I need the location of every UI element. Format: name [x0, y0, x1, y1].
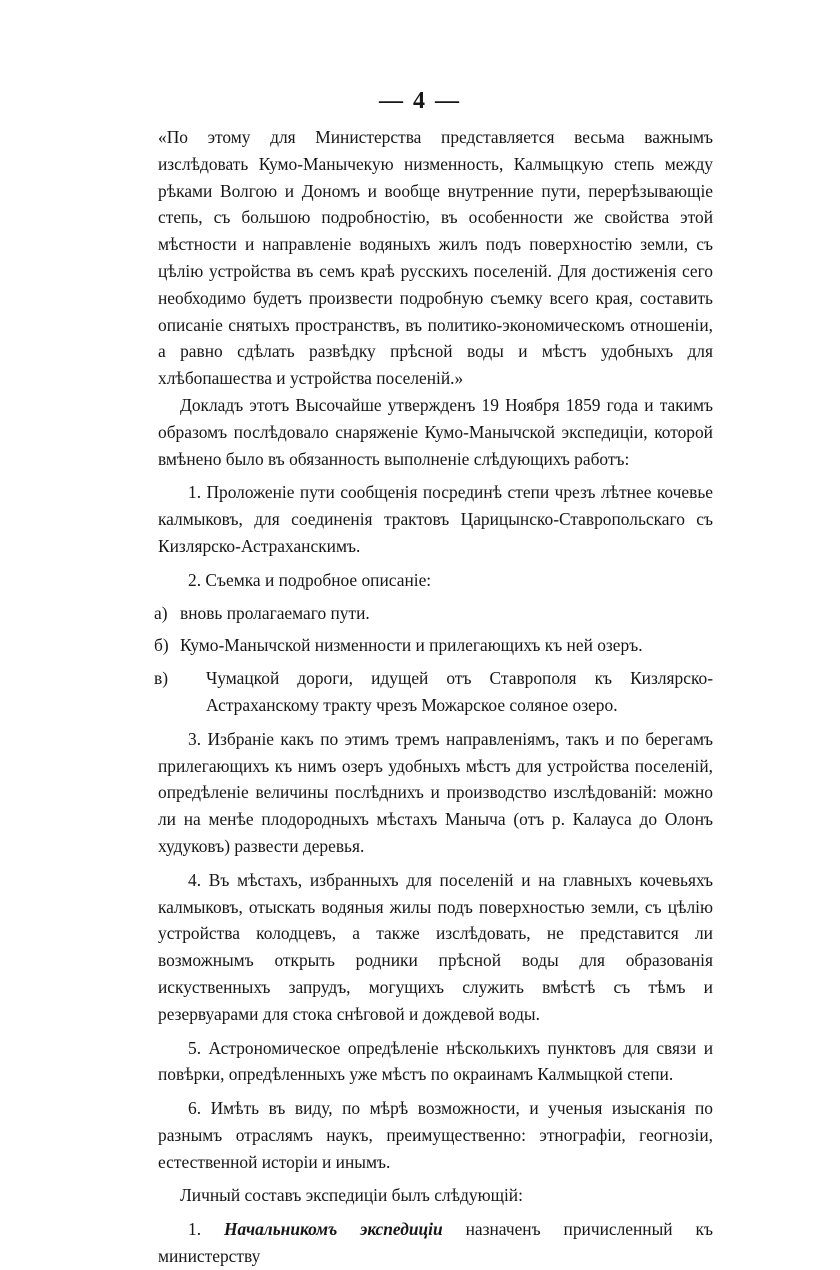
- staff-item-1-text: назначенъ причисленный къ министерству: [158, 1219, 713, 1267]
- list-item-3: 3. Избраніе какъ по этимъ тремъ направленіямъ, такъ и по берегамъ прилегающихъ къ нимъ озеръ удобныхъ мѣстъ для устройства поселеній, опредѣленіе величины послѣднихъ и производство изслѣдованій: можно ли на менѣе плодородныхъ мѣстахъ Маныча (отъ р. Калауса до Олонъ худуковъ) развести деревья.: [158, 728, 713, 856]
- sub-item-a-letter: а): [154, 602, 168, 623]
- list-item-1: 1. Проложеніе пути сообщенія посрединѣ степи чрезъ лѣтнее кочевье калмыковъ, для соединенія трактовъ Царицынско-Ставропольскаго съ Кизлярско-Астраханскимъ.: [158, 482, 713, 556]
- staff-item-1: [158, 1216, 713, 1270]
- staff-item-1-number: 1.: [188, 1219, 202, 1240]
- list-item-5: 5. Астрономическое опредѣленіе нѣсколькихъ пунктовъ для связи и повѣрки, опредѣленныхъ уже мѣстъ по окраинамъ Калмыцкой степи.: [158, 1037, 713, 1085]
- paragraph-report: Докладъ этотъ Высочайше утвержденъ 19 Ноября 1859 года и такимъ образомъ послѣдовало снаряженіе Кумо-Манычской экспедиціи, которой вмѣнено было въ обязанность выполненіе слѣдующихъ работъ:: [158, 394, 713, 469]
- sub-item-c: [154, 665, 713, 719]
- sub-item-b-letter: б): [154, 635, 169, 656]
- sub-item-a-text: вновь пролагаемаго пути.: [180, 602, 370, 623]
- paragraph-quote: «По этому для Министерства представляется весьма важнымъ изслѣдовать Кумо-Манычекую низменность, Калмыцкую степь между рѣками Волгою и Дономъ и вообще внутренние пути, перерѣзывающіе степь, съ большою подробностію, въ особенности же свойства этой мѣстности и направленіе водяныхъ жилъ подъ поверхностію земли, съ цѣлію устройства въ семъ краѣ русскихъ поселеній. Для достиженія сего необходимо будетъ произвести подробную съемку всего края, составить описаніе снятыхъ пространствъ, въ политико-экономическомъ отношеніи, а равно сдѣлать развѣдку прѣсной воды и мѣстъ удобныхъ для хлѣбопашества и устройства поселеній.»: [158, 127, 713, 389]
- sub-item-b: [154, 632, 713, 659]
- sub-item-c-letter: в): [154, 668, 169, 689]
- sub-item-c-text: Чумацкой дороги, идущей отъ Ставрополя къ Кизлярско-Астраханскому тракту чрезъ Можарское соляное озеро.: [206, 668, 713, 715]
- page-number: — 4 —: [379, 88, 461, 114]
- paragraph-staff: Личный составъ экспедиціи былъ слѣдующій:: [180, 1185, 523, 1206]
- list-item-6: 6. Имѣть въ виду, по мѣрѣ возможности, и ученыя изысканія по разнымъ отраслямъ наукъ, преимущественно: этнографіи, геогнозіи, естественной исторіи и инымъ.: [158, 1098, 713, 1172]
- list-item-2: 2. Съемка и подробное описаніе:: [188, 569, 432, 590]
- staff-item-1-role: Начальникомъ экспедиціи: [223, 1219, 443, 1240]
- body-text: [154, 124, 713, 1270]
- sub-item-b-text: Кумо-Манычской низменности и прилегающихъ къ ней озеръ.: [180, 635, 643, 656]
- sub-item-a: [154, 600, 713, 627]
- list-item-4: 4. Въ мѣстахъ, избранныхъ для поселеній и на главныхъ кочевьяхъ калмыковъ, отыскать водяныя жилы подъ поверхностью земли, съ цѣлію устройства колодцевъ, а также изслѣдовать, не представится ли возможнымъ открыть родники прѣсной воды для образованія искуственныхъ запрудъ, могущихъ служить вмѣстѣ съ тѣмъ и резервуарами для стока снѣговой и дождевой воды.: [158, 869, 713, 1024]
